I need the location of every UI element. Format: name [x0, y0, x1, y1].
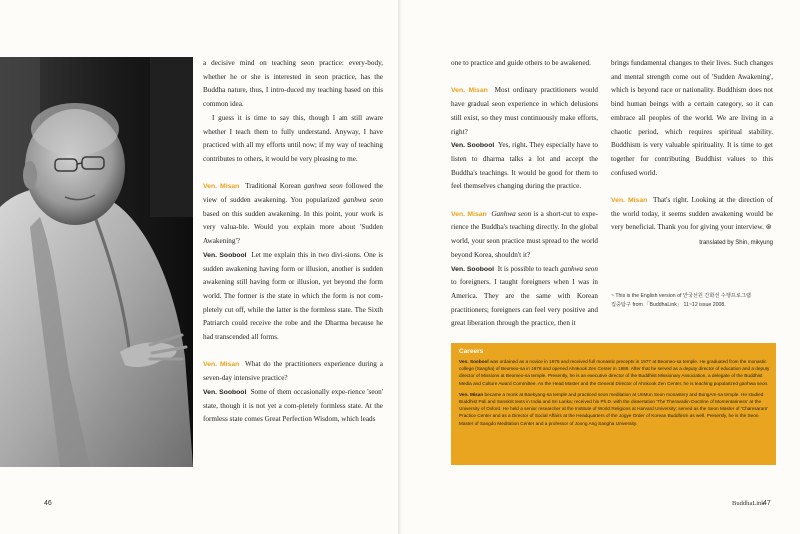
question-misan-3: Ven. Misan Most ordinary practitioners would have gradual seon experience in which delusions still exist, so they must continuously make efforts, right? [451, 86, 598, 136]
monk-photo [0, 57, 193, 467]
magazine-name: BuddhaLink [732, 500, 765, 507]
page-gutter [398, 0, 404, 534]
article-column-1 [203, 57, 383, 427]
careers-body [459, 358, 770, 431]
article-column-2 [451, 57, 598, 331]
answer-soobool-4: Ven. Soobool It is possible to teach ganhwa seon to foreigners. I taught foreigners when I was in America. They are the same with Korean practitioners; foreigners can feel very positive and great liberation through the practice, then it [451, 264, 598, 328]
page-number-right: 47 [763, 500, 771, 507]
paragraph: one to practice and guide others to be awakened. [451, 59, 591, 67]
speaker-label: Ven. Soobool [203, 388, 247, 396]
speaker-label: Ven. Misan [451, 87, 488, 95]
paragraph: brings fundamental changes to their lives. Such changes and mental strength come out of 'Sudden Awakening', which is beyond race or nationality. Buddhism does not bind human beings with a certain category, so it can embrace all peoples of the world. We are living in a chaotic period, which requires spiritual stability. Buddhism is very valuable spirituality. It is time to get together for contributing Buddhist values to this confused world. [611, 59, 773, 177]
answer-soobool-2: Ven. Soobool Some of them occasionally expe-rience 'seon' state, though it is not yet a com-pletely formless state. At the formless state comes Great Perfection Wisdom, which leads [203, 387, 383, 424]
monk-photo-graphic [0, 57, 193, 467]
page-number-left: 46 [44, 500, 52, 507]
speaker-label: Ven. Misan [203, 183, 240, 191]
question-misan-1: Ven. Misan Traditional Korean ganhwa seon followed the view of sudden awakening. You popularized ganhwa seon based on this sudden awakening. In this point, your work is very valua-ble. Would you explain more about 'Sudden Awakening'? [203, 182, 383, 246]
careers-title: Careers [459, 348, 484, 355]
question-misan-5: Ven. Misan That's right. Looking at the direction of the world today, it seems sudden awakening would be very beneficial. Thank you for giving your interview. ⊛ [611, 196, 773, 232]
career-entry-misan: Ven. Misan became a monk at Baekyang-sa temple and practiced seon meditation at UnMun Seon monastery and BongAm-sa temple. He studied Buddhist Pali and Sanskrit texts in India and Sri Lanka; received his Ph.D. with the dissertation 'The Theravadin Doctrine of Momentariness' at the University of Oxford. He held a senior researcher at the Institute of World Religions at Harvard University; served as the Seon Master of 'Chamsaram' Practice Center and as a Director of Social Affairs at the Headquarters of the Jogye Order of Korean Buddhism as well. Presently, he is the Seon Master of Sangdo Meditation Center and a professor of Joong Ang Sangha University. [459, 391, 769, 426]
paragraph: a decisive mind on teaching seon practice: every-body, whether he or she is interested in seon practice, has the Buddha nature, thus, I intro-duced my teaching based on this common idea. [203, 59, 383, 109]
answer-soobool-1: Ven. Soobool Let me explain this in two divi-sions. One is sudden awakening having form or illusion, another is sudden awakening still having form or illusion, yet beyond the form world. The former is the state in which the form is not com-pletely cut off, while the latter is the formless state. The Sixth Patriarch could receive the robe and the Dharma because he had transcended all forms. [203, 250, 383, 342]
question-misan-4: Ven. Misan Ganhwa seon is a short-cut to expe-rience the Buddha's teaching directly. In the global world, your seon practice must spread to the world beyond Korea, shouldn't it? [451, 209, 598, 259]
speaker-label: Ven. Misan [203, 361, 240, 369]
speaker-label: Ven. Soobool [451, 142, 495, 150]
paragraph: I guess it is time to say this, though I am still aware whether I teach them to fully understand. Anyway, I have practiced with all my efforts until now; if my way of teaching contributes to others, it would be very pleasing to me. [203, 113, 383, 163]
speaker-label: Ven. Soobool [451, 265, 495, 273]
answer-soobool-3: Ven. Soobool Yes, right. They especially have to listen to dharma talks a lot and accept the Buddha's teachings. It would be good for them to feel themselves changing during the practice. [451, 141, 598, 191]
translator-credit: translated by Shin, mikyung [699, 240, 773, 247]
speaker-label: Ven. Misan [611, 197, 648, 205]
speaker-label: Ven. Misan [451, 210, 487, 218]
speaker-label: Ven. Soobool [203, 251, 247, 259]
end-mark-icon: ⊛ [765, 223, 772, 232]
source-note [611, 292, 776, 309]
careers-box [451, 343, 776, 465]
source-note-line: 집중탐구 from 「BuddhaLink」 11~12 issue 2008. [611, 301, 726, 308]
article-column-3 [611, 57, 773, 251]
career-entry-soobool: Ven. Soobool was ordained as a novice in 1975 and received full monastic precepts in 1977 at Beomeo-sa temple. He graduated from the monastic college (Sangha) of Beomeo-sa in 1978 and opened Ahnkook Zen Center in 1989. After that he served as a deputy director of education and a deputy director of Missions at Beomeo-sa temple. Presently, he is an executive director of the Buddhist Missionary Association, a delegate of the Buddhist Media and Culture Award Committee. As the Head Master and the General Director of Ahnkook Zen Center, he is teaching popularized ganhwa seon. [459, 359, 770, 386]
question-misan-2: Ven. Misan What do the practitioners experience during a seven-day intensive practice? [203, 360, 383, 383]
source-note-line: ~ This is the English version of 안국선원 간화선 수행프로그램 [611, 293, 751, 299]
